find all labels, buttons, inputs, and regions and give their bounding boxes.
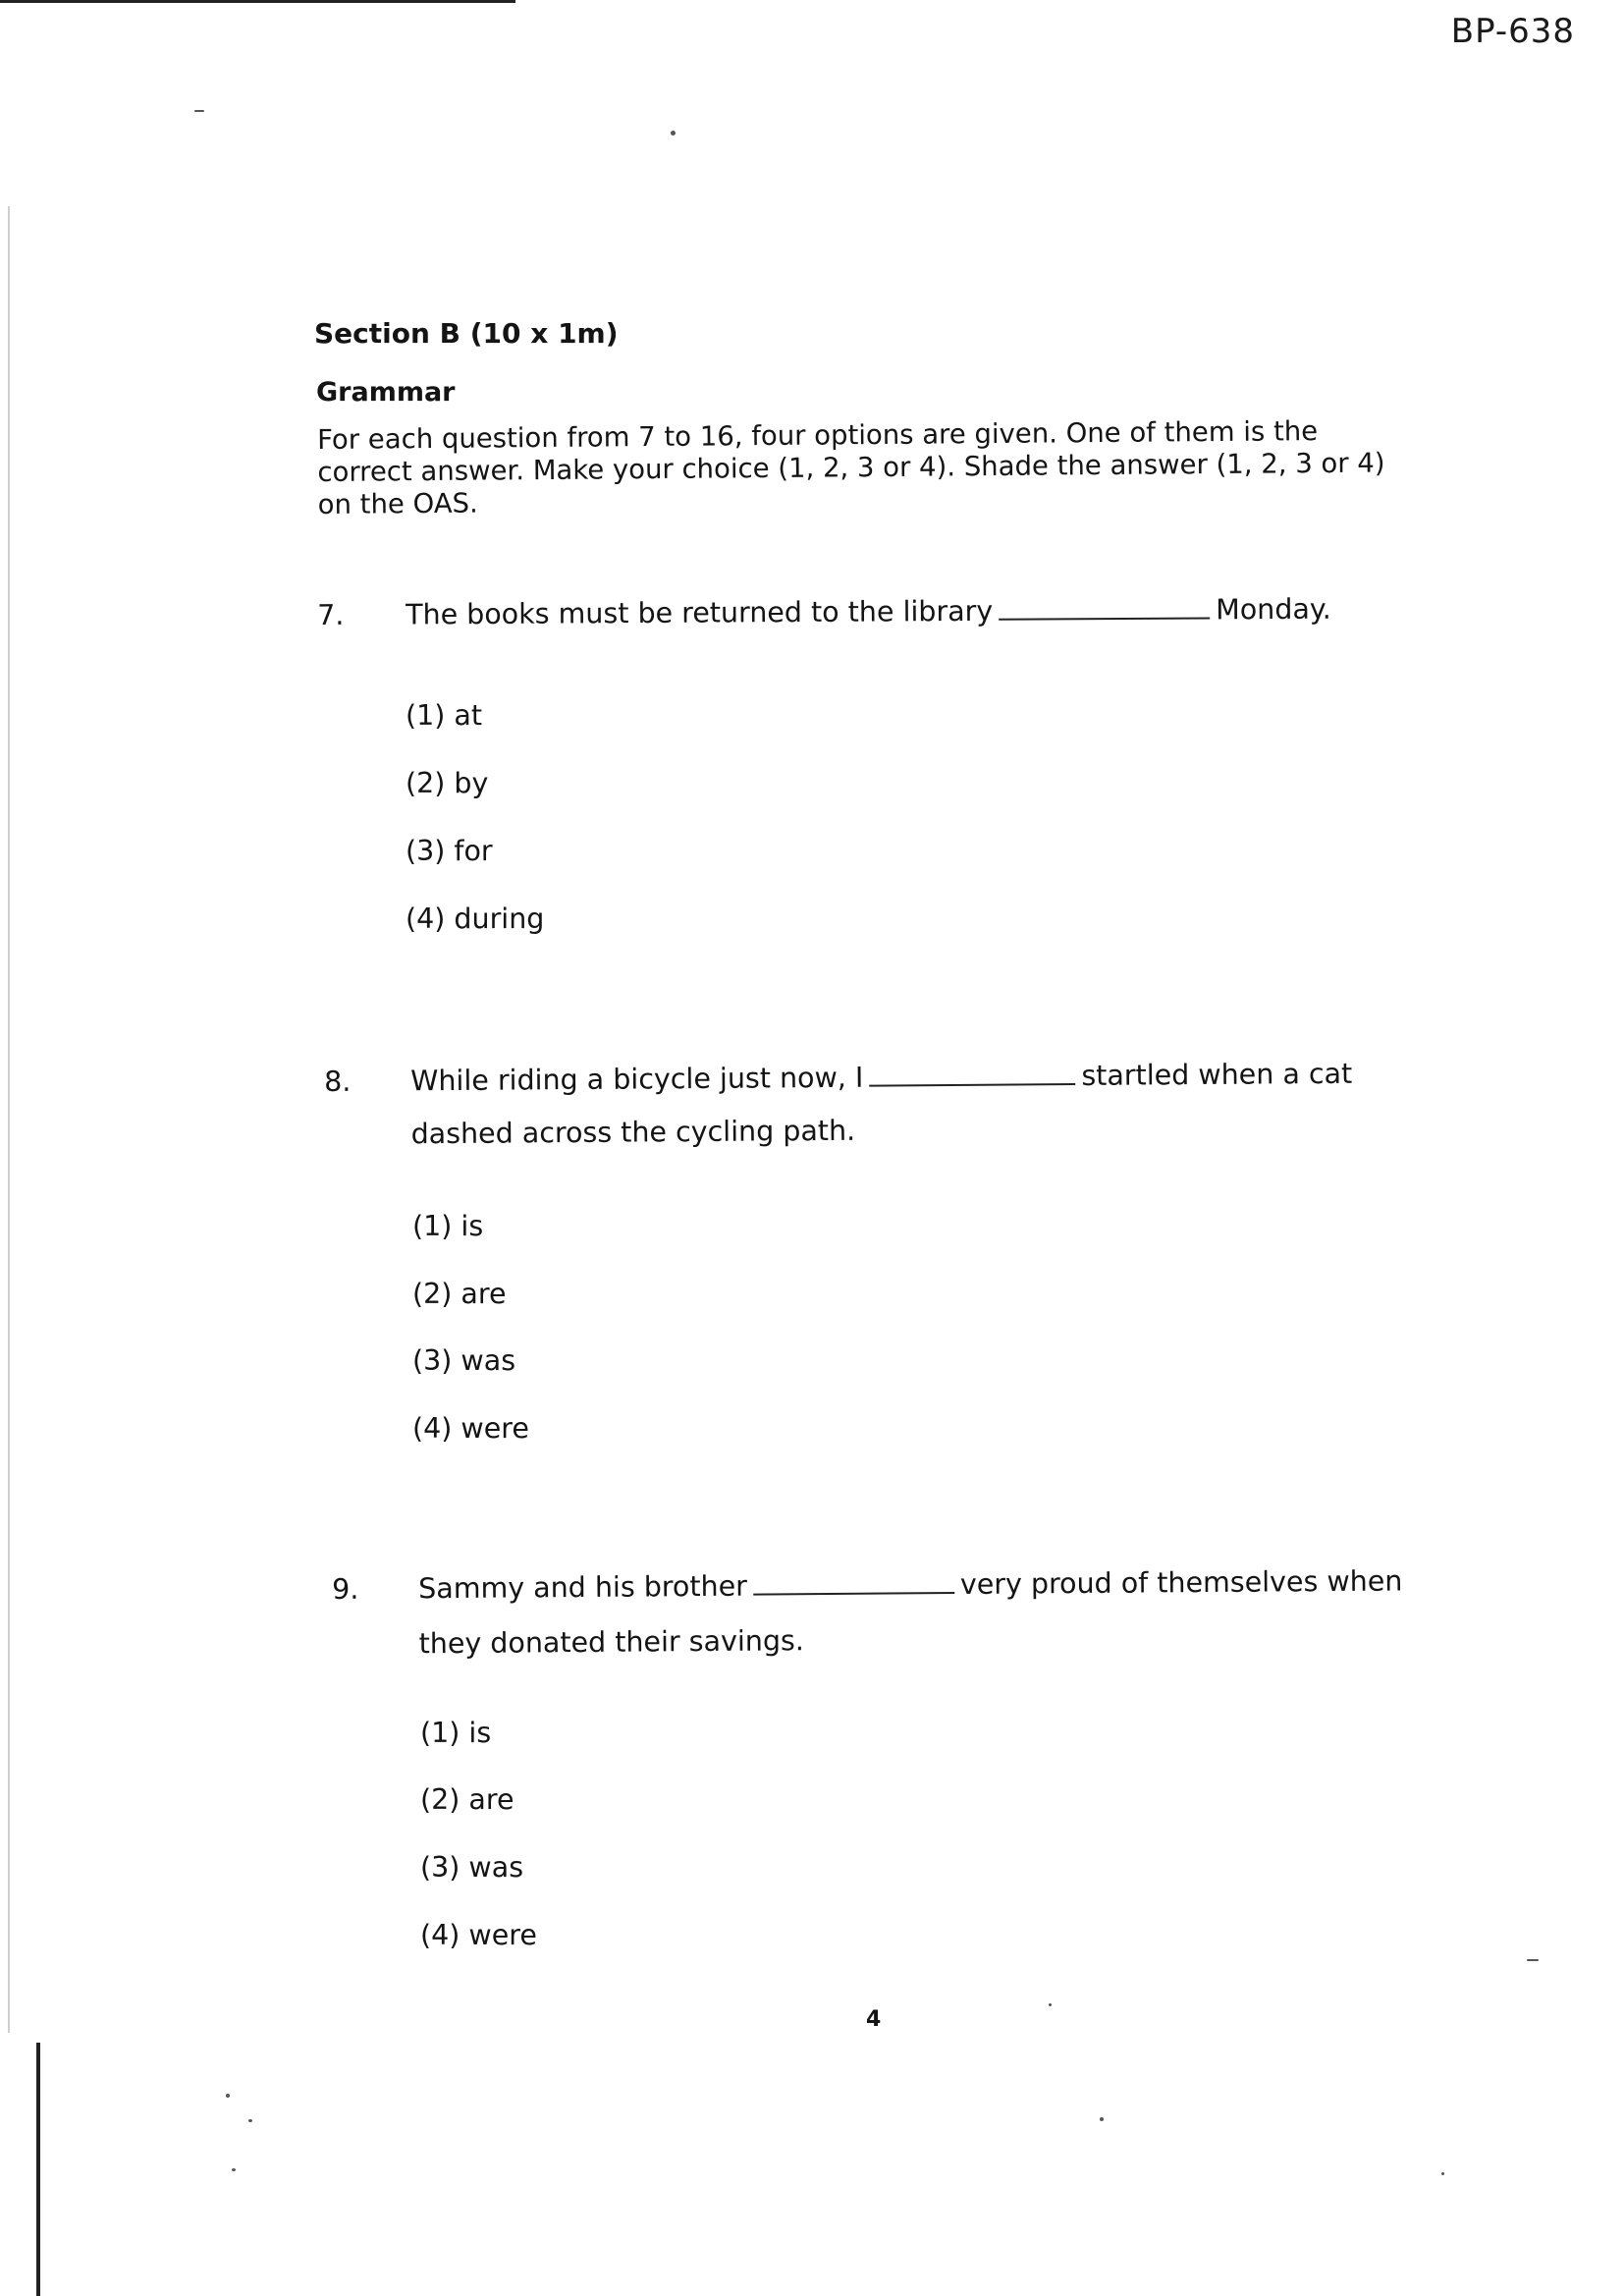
question-text-after: Monday.: [1216, 592, 1331, 627]
scan-edge-left: [8, 206, 10, 2033]
grammar-heading: Grammar: [316, 377, 456, 408]
page-number: 4: [866, 2007, 882, 2032]
scan-speck: [1441, 2172, 1444, 2175]
scan-edge-left-bottom: [36, 2043, 40, 2296]
paper-code: BP-638: [1450, 12, 1575, 51]
option-4: (4) were: [420, 1919, 537, 1951]
scan-speck: [248, 2119, 252, 2122]
scan-speck: [232, 2168, 236, 2171]
scan-speck: [194, 110, 204, 112]
option-3: (3) for: [406, 835, 493, 867]
scan-speck: [1527, 1959, 1539, 1961]
question-text-before: The books must be returned to the library: [406, 594, 994, 631]
option-2: (2) are: [420, 1783, 514, 1816]
scan-speck: [1100, 2117, 1104, 2121]
question-stem-line2: they donated their savings.: [418, 1624, 805, 1661]
question-stem-line2: dashed across the cycling path.: [410, 1114, 856, 1151]
question-stem: [410, 1048, 1352, 1109]
option-1: (1) is: [420, 1717, 492, 1749]
option-2: (2) by: [406, 767, 489, 799]
question-stem: [418, 1555, 1403, 1615]
question-text-before: While riding a bicycle just now, I: [410, 1061, 864, 1098]
question-stem: [406, 583, 1331, 642]
section-title: Section B (10 x 1m): [314, 317, 619, 350]
scan-speck: [1049, 2003, 1052, 2006]
answer-blank: [999, 589, 1210, 620]
answer-blank: [869, 1056, 1075, 1087]
option-2: (2) are: [412, 1278, 507, 1310]
question-text-after: startled when a cat: [1081, 1057, 1353, 1092]
option-4: (4) during: [406, 902, 545, 935]
question-number: 8.: [324, 1065, 352, 1098]
question-number: 9.: [332, 1572, 359, 1606]
scan-speck: [226, 2094, 230, 2098]
scan-edge-top: [0, 0, 515, 3]
scan-speck: [671, 131, 676, 136]
option-4: (4) were: [412, 1412, 529, 1445]
option-1: (1) is: [412, 1210, 484, 1242]
option-1: (1) at: [406, 699, 483, 732]
question-number: 7.: [317, 598, 345, 631]
option-3: (3) was: [412, 1344, 516, 1377]
instructions: For each question from 7 to 16, four options are given. One of them is the correct answer. Make your choice (1, 2, 3 or 4). Shade the answer (1, 2, 3 or 4) on the OAS.: [317, 415, 1385, 520]
question-text-before: Sammy and his brother: [418, 1569, 748, 1606]
question-text-after: very proud of themselves when: [959, 1564, 1403, 1601]
option-3: (3) was: [420, 1851, 524, 1884]
answer-blank: [753, 1564, 954, 1596]
